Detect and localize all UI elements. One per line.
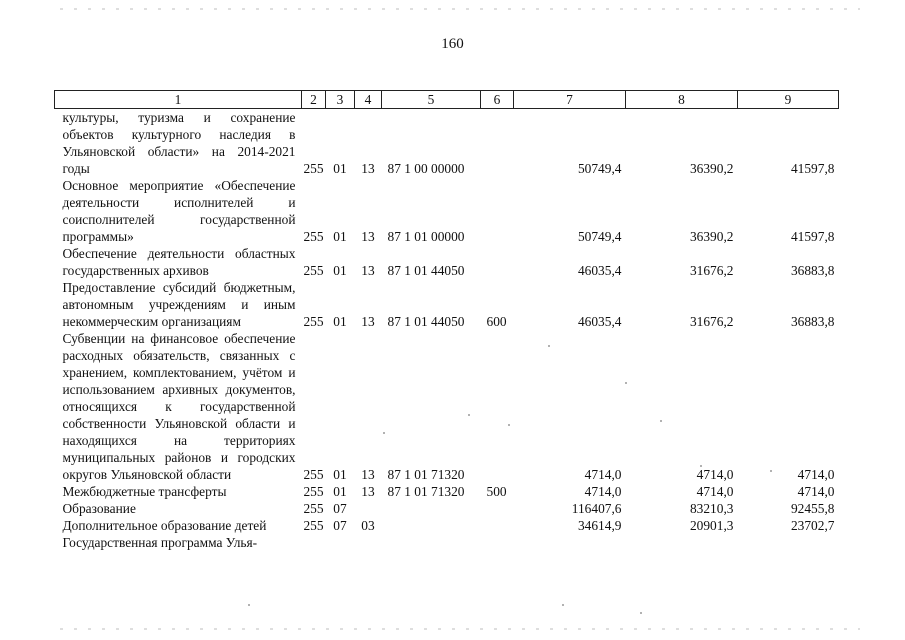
section-cell: 01 <box>333 161 347 176</box>
expense-type-cell <box>481 109 514 178</box>
value-col7-cell: 46035,4 <box>577 263 622 278</box>
target-article-cell: 87 1 01 00000 <box>387 229 465 244</box>
column-header: 7 <box>514 91 626 109</box>
column-header: 3 <box>326 91 355 109</box>
subsection-cell: 13 <box>361 229 375 244</box>
page-number: 160 <box>441 36 464 52</box>
section-cell <box>326 534 355 551</box>
budget-table <box>54 90 839 551</box>
value-col8-cell: 31676,2 <box>689 263 734 278</box>
column-header: 1 <box>55 91 302 109</box>
row-name-cell: Межбюджетные трансферты <box>62 484 227 499</box>
section-cell: 07 <box>333 501 347 516</box>
value-col9-cell: 23702,7 <box>790 518 835 533</box>
value-col9-cell: 4714,0 <box>797 467 835 482</box>
scan-noise-top <box>60 8 860 10</box>
expense-type-cell: 600 <box>486 314 507 329</box>
value-col9-cell: 41597,8 <box>790 161 835 176</box>
section-cell: 01 <box>333 229 347 244</box>
scan-speck <box>468 414 470 416</box>
table-row <box>55 534 839 551</box>
target-article-cell <box>382 534 481 551</box>
value-col7-cell: 4714,0 <box>584 467 622 482</box>
value-col7-cell: 46035,4 <box>577 314 622 329</box>
section-cell: 01 <box>333 484 347 499</box>
value-col8-cell: 4714,0 <box>696 467 734 482</box>
scan-speck <box>248 604 250 606</box>
target-article-cell: 87 1 00 00000 <box>387 161 465 176</box>
row-name-cell: Обеспечение деятельности областных государственных архивов <box>62 246 296 278</box>
gov-code-cell: 255 <box>303 263 324 278</box>
expense-type-cell <box>481 534 514 551</box>
section-cell: 01 <box>333 467 347 482</box>
value-col8-cell: 83210,3 <box>689 501 734 516</box>
value-col9-cell: 92455,8 <box>790 501 835 516</box>
gov-code-cell: 255 <box>303 501 324 516</box>
subsection-cell: 13 <box>361 484 375 499</box>
expense-type-cell <box>481 500 514 517</box>
row-name-cell: Субвенции на финансовое обеспечение расходных обязательств, связанных с хранением, комплектованием, учётом и использованием архивных документов, относящихся к государственной собственности Ульяновской области и находящихся на территориях муниципальных районов и городских округов Ульяновской области <box>62 331 296 482</box>
value-col9-cell <box>738 534 839 551</box>
table-row <box>55 177 839 245</box>
scan-speck <box>640 612 642 614</box>
scan-speck <box>508 424 510 426</box>
value-col7-cell: 50749,4 <box>577 229 622 244</box>
table-header-row <box>55 91 839 109</box>
value-col8-cell <box>626 534 738 551</box>
table-row <box>55 500 839 517</box>
column-header: 5 <box>382 91 481 109</box>
column-header: 6 <box>481 91 514 109</box>
row-name-cell: Дополнительное образование детей <box>62 518 267 533</box>
row-name-cell: Основное мероприятие «Обеспечение деятельности исполнителей и соисполнителей государственной программы» <box>62 178 296 244</box>
target-article-cell <box>382 517 481 534</box>
section-cell: 01 <box>333 314 347 329</box>
target-article-cell: 87 1 01 71320 <box>387 484 465 499</box>
scan-speck <box>625 382 627 384</box>
row-name-cell: Образование <box>62 501 136 516</box>
subsection-cell <box>355 500 382 517</box>
value-col7-cell: 34614,9 <box>577 518 622 533</box>
target-article-cell: 87 1 01 44050 <box>387 314 465 329</box>
gov-code-cell: 255 <box>303 161 324 176</box>
value-col9-cell: 41597,8 <box>790 229 835 244</box>
row-name-cell: Государственная программа Улья- <box>62 535 258 550</box>
value-col8-cell: 20901,3 <box>689 518 734 533</box>
table-row <box>55 279 839 330</box>
gov-code-cell: 255 <box>303 518 324 533</box>
scan-speck <box>700 465 702 467</box>
section-cell: 07 <box>333 518 347 533</box>
column-header: 2 <box>302 91 326 109</box>
row-name-cell: Предоставление субсидий бюджетным, автономным учреждениям и иным некоммерческим организациям <box>62 280 296 329</box>
value-col9-cell: 36883,8 <box>790 314 835 329</box>
expense-type-cell <box>481 245 514 279</box>
target-article-cell: 87 1 01 44050 <box>387 263 465 278</box>
value-col8-cell: 31676,2 <box>689 314 734 329</box>
value-col8-cell: 36390,2 <box>689 229 734 244</box>
table-row <box>55 483 839 500</box>
subsection-cell: 13 <box>361 314 375 329</box>
value-col8-cell: 4714,0 <box>696 484 734 499</box>
value-col8-cell: 36390,2 <box>689 161 734 176</box>
subsection-cell: 13 <box>361 263 375 278</box>
scan-speck <box>660 420 662 422</box>
value-col7-cell: 116407,6 <box>571 501 622 516</box>
scan-speck <box>383 432 385 434</box>
target-article-cell: 87 1 01 71320 <box>387 467 465 482</box>
table-row <box>55 109 839 178</box>
subsection-cell: 03 <box>361 518 375 533</box>
subsection-cell: 13 <box>361 467 375 482</box>
gov-code-cell: 255 <box>303 229 324 244</box>
value-col9-cell: 36883,8 <box>790 263 835 278</box>
column-header: 9 <box>738 91 839 109</box>
value-col7-cell <box>514 534 626 551</box>
table-row <box>55 245 839 279</box>
value-col7-cell: 4714,0 <box>584 484 622 499</box>
scan-speck <box>770 470 772 472</box>
section-cell: 01 <box>333 263 347 278</box>
table-row <box>55 517 839 534</box>
column-header: 4 <box>355 91 382 109</box>
gov-code-cell: 255 <box>303 314 324 329</box>
expense-type-cell <box>481 330 514 483</box>
value-col9-cell: 4714,0 <box>797 484 835 499</box>
table-body <box>55 109 839 552</box>
gov-code-cell <box>302 534 326 551</box>
column-header: 8 <box>626 91 738 109</box>
subsection-cell <box>355 534 382 551</box>
expense-type-cell: 500 <box>486 484 507 499</box>
gov-code-cell: 255 <box>303 484 324 499</box>
row-name-cell: культуры, туризма и сохранение объектов культурного наследия в Ульяновской области» на 2014-2021 годы <box>62 110 296 176</box>
scan-speck <box>562 604 564 606</box>
expense-type-cell <box>481 177 514 245</box>
value-col7-cell: 50749,4 <box>577 161 622 176</box>
target-article-cell <box>382 500 481 517</box>
subsection-cell: 13 <box>361 161 375 176</box>
scan-speck <box>548 345 550 347</box>
scan-noise-bottom <box>60 628 860 630</box>
expense-type-cell <box>481 517 514 534</box>
table-row <box>55 330 839 483</box>
gov-code-cell: 255 <box>303 467 324 482</box>
